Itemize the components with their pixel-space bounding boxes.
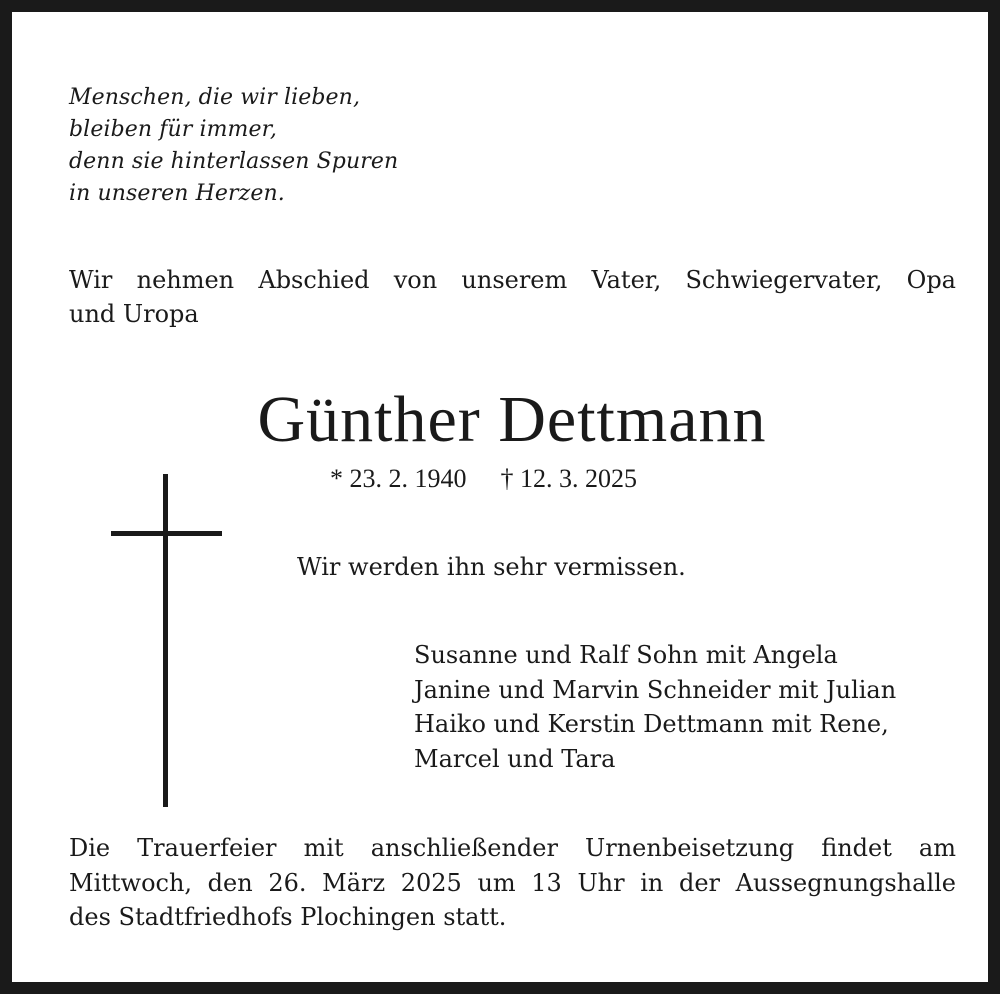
family-list (414, 638, 896, 776)
memorial-poem (69, 82, 398, 210)
family-line: Haiko und Kerstin Dettmann mit Rene, (414, 710, 889, 738)
intro-line-2: und Uropa (69, 300, 199, 328)
cross-horizontal-bar (111, 531, 222, 536)
intro-line-1: Wir nehmen Abschied von unserem Vater, Schwiegervater, Opa (69, 266, 956, 294)
deceased-name: Günther Dettmann (257, 383, 767, 456)
farewell-intro (69, 263, 956, 331)
family-line: Janine und Marvin Schneider mit Julian (414, 675, 897, 704)
birth-date: * 23. 2. 1940 (330, 464, 467, 493)
funeral-line-1: Die Trauerfeier mit anschließender Urnenbeisetzung findet am (69, 834, 956, 862)
funeral-line-2: Mittwoch, den 26. März 2025 um 13 Uhr in der Aussegnungshalle (69, 868, 956, 897)
miss-message: Wir werden ihn sehr vermissen. (297, 553, 686, 581)
cross-vertical-bar (163, 474, 168, 807)
family-line: Susanne und Ralf Sohn mit Angela (414, 641, 838, 669)
family-line: Marcel und Tara (414, 744, 616, 773)
poem-line: bleiben für immer, (69, 117, 277, 142)
funeral-notice (69, 831, 956, 935)
poem-line: Menschen, die wir lieben, (69, 85, 361, 110)
life-dates (330, 463, 637, 495)
poem-line: in unseren Herzen. (69, 181, 285, 206)
death-date: † 12. 3. 2025 (500, 464, 637, 493)
poem-line: denn sie hinterlassen Spuren (69, 149, 399, 174)
funeral-line-3: des Stadtfriedhofs Plochingen statt. (69, 903, 507, 931)
